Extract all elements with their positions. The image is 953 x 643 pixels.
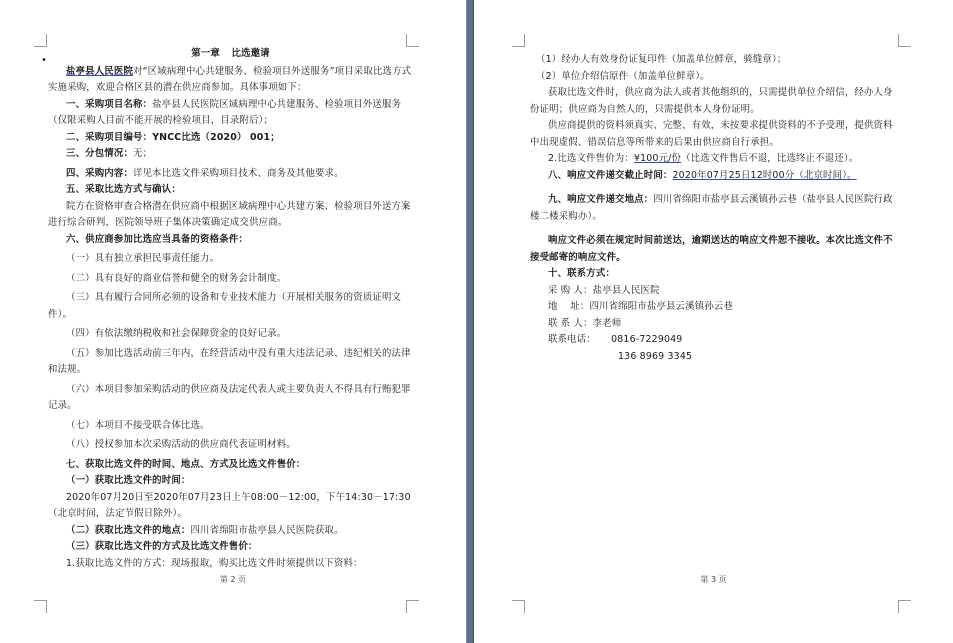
section-7-3-value: 1.获取比选文件的方式：现场报取，购买比选文件时须提供以下资料： (66, 557, 363, 569)
section-4-label: 四、采购内容： (66, 167, 134, 179)
section-7-1-label: （一）获取比选文件的时间： (66, 475, 191, 486)
section-9-label: 九、响应文件递交地点： (548, 194, 654, 205)
section-2-label: 二、采购项目编号： (66, 131, 153, 143)
page-gutter-divider (466, 0, 474, 643)
document-page-3 (474, 0, 953, 643)
qualification-item: （三）具有履行合同所必须的设备和专业技术能力（开展相关服务的资质证明文件）。 (48, 292, 402, 320)
section-1-label: 一、采购项目名称： (66, 98, 153, 110)
contact-buyer-label: 采 购 人： (548, 284, 593, 296)
submission-notice: 响应文件必须在规定时间前送达，逾期送达的响应文件恕不接收。本次比选文件不接受邮寄的响应文件。 (530, 235, 893, 263)
contact-address-label: 地 址： (548, 301, 590, 312)
chapter-title (48, 46, 413, 63)
price-note: （比选文件售后不退，比选终止不退还）。 (681, 153, 859, 164)
contact-phone-label: 联系电话： (548, 334, 596, 345)
section-8-label: 八、响应文件递交截止时间： (548, 169, 673, 181)
section-4-value: 详见本比选文件采购项目技术、商务及其他要求。 (133, 167, 344, 179)
price-value: ¥100元/份 (633, 153, 682, 164)
section-9 (530, 192, 902, 225)
requirement-2: （2）单位介绍信原件（加盖单位鲜章）。 (536, 70, 710, 82)
section-1-value: 盐亭县人民医院区域病理中心共建服务、检验项目外送服务（仅限采购人目前不能开展的检验项目，目录附后）； (48, 98, 402, 126)
page-3-body (530, 52, 902, 365)
contact-address (530, 299, 902, 316)
contact-phone (530, 332, 902, 349)
section-5 (48, 182, 413, 199)
qualification-item: （六）本项目参加采购活动的供应商及法定代表人或主要负责人不得具有行贿犯罪记录。 (48, 383, 411, 411)
contact-person-label: 联 系 人： (548, 317, 593, 329)
intro-paragraph (48, 64, 413, 97)
crop-mark-bottom-right (406, 600, 419, 613)
buyer-name: 盐亭县人民医院 (66, 65, 134, 77)
section-9-value: 四川省绵阳市盐亭县云溪镇孙云巷（盐亭县人民医院行政楼二楼采购办）。 (530, 194, 893, 222)
section-3-label: 三、分包情况： (66, 148, 134, 159)
contact-person (530, 316, 902, 333)
section-4 (48, 166, 413, 183)
section-3-value: 无； (133, 148, 153, 159)
contact-address-value: 四川省绵阳市盐亭县云溪镇孙云巷 (589, 301, 734, 312)
section-7-3-label: （三）获取比选文件的方式及比选文件售价： (66, 541, 258, 552)
page-2-body (48, 46, 413, 572)
section-5-text: 院方在资格审查合格潜在供应商中根据区域病理中心共建方案、检验项目外送方案进行综合研判，医院领导班子集体决策确定成交供应商。 (48, 200, 411, 228)
section-10-label: 十、联系方式： (548, 268, 616, 279)
section-1 (48, 97, 413, 130)
chapter-heading: 比选邀请 (231, 48, 270, 59)
requirement-1: （1）经办人有效身份证复印件（加盖单位鲜章，骑缝章）； (536, 54, 787, 65)
crop-mark-top-left (34, 34, 47, 47)
document-page-2 (0, 0, 466, 643)
crop-mark-bottom-right (898, 600, 911, 613)
qualification-item: （五）参加比选活动前三年内，在经营活动中没有重大违法记录、违纪相关的法律和法规。 (48, 347, 411, 375)
section-7-label: 七、获取比选文件的时间、地点、方式及比选文件售价： (66, 458, 306, 470)
section-7-1-value: 2020年07月20日至2020年07月23日上午08:00－12:00，下午14:30－17:30（北京时间，法定节假日除外）。 (48, 491, 411, 519)
contact-buyer-value: 盐亭县人民医院 (592, 284, 660, 296)
section-6-label: 六、供应商参加比选应当具备的资格条件： (66, 233, 248, 245)
price-line (530, 151, 902, 168)
section-3 (48, 146, 413, 163)
qualification-item: （七）本项目不接受联合体比选。 (66, 419, 210, 431)
price-label: 2.比选文件售价为： (548, 153, 634, 164)
section-8 (530, 168, 902, 185)
crop-mark-bottom-left (512, 600, 525, 613)
qualification-item: （四）有依法缴纳税收和社会保障资金的良好记录。 (66, 328, 287, 339)
section-2-value: YNCC比选（2020） 001； (152, 131, 280, 143)
section-7-2-value: 四川省绵阳市盐亭县人民医院获取。 (190, 524, 344, 536)
acquisition-note: 获取比选文件时，供应商为法人或者其他组织的，只需提供单位介绍信，经办人身份证明；供应商为自然人的，只需提供本人身份证明。 (530, 87, 893, 115)
qualification-item: （一）具有独立承担民事责任能力。 (66, 253, 220, 264)
intro-text: 对“区域病理中心共建服务、检验项目外送服务”项目采取比选方式实施采购，欢迎合格区县的潜在供应商参加。具体事项如下： (48, 65, 412, 93)
authenticity-note: 供应商提供的资料须真实、完整、有效，未按要求提供资料的不予受理，提供资料中出现虚假、错误信息等所带来的后果由供应商自行承担。 (530, 120, 893, 148)
section-7-2-label: （二）获取比选文件的地点： (66, 524, 191, 536)
contact-buyer (530, 283, 902, 300)
crop-mark-top-left (512, 34, 525, 47)
contact-phone-1: 0816-7229049 (611, 334, 683, 345)
qualification-item: （八）授权参加本次采购活动的供应商代表证明材料。 (66, 439, 296, 450)
section-7-2 (48, 523, 413, 540)
contact-phone-2: 136 8969 3345 (618, 350, 693, 362)
contact-person-value: 李老师 (592, 317, 622, 329)
bullet-dot: • (41, 55, 47, 66)
chapter-number: 第一章 (191, 48, 220, 59)
crop-mark-top-right (898, 34, 911, 47)
section-5-label: 五、采取比选方式与确认： (66, 184, 181, 195)
crop-mark-bottom-left (34, 600, 47, 613)
page-number: 第 3 页 (700, 575, 727, 584)
section-2 (48, 130, 413, 147)
section-8-value: 2020年07月25日12时00分（北京时间）。 (672, 169, 857, 181)
page-number: 第 2 页 (219, 575, 247, 584)
contact-phone-2-row (530, 349, 902, 366)
qualification-item: （二）具有良好的商业信誉和健全的财务会计制度。 (66, 272, 287, 284)
